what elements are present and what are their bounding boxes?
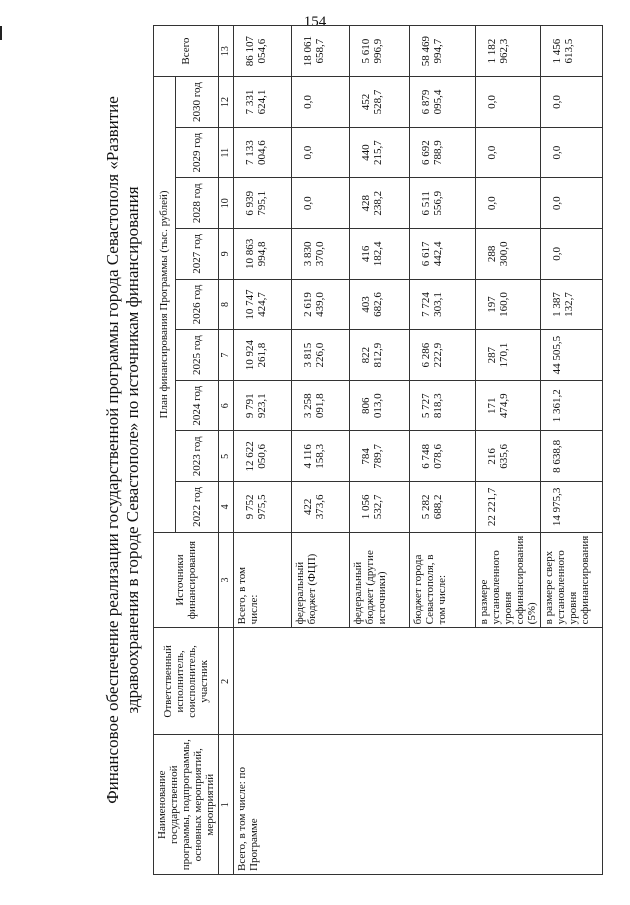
value-cell: 86 107 054,6 — [234, 26, 292, 77]
financing-table — [153, 25, 603, 875]
value-cell: 288 300,0 — [476, 229, 541, 280]
header-executor: Ответственный исполнитель, соисполнитель, участник — [154, 628, 219, 735]
header-year: 2024 год — [175, 380, 218, 431]
value-cell: 403 682,6 — [350, 279, 410, 330]
value-cell: 10 747 424,7 — [234, 279, 292, 330]
value-cell: 0,0 — [476, 77, 541, 128]
value-cell: 1 182 962,3 — [476, 26, 541, 77]
value-cell: 6 879 095,4 — [410, 77, 476, 128]
value-cell: 7 331 624,1 — [234, 77, 292, 128]
financing-table-wrapper — [153, 25, 603, 875]
value-cell: 0,0 — [541, 229, 603, 280]
value-cell: 1 056 532,7 — [350, 482, 410, 533]
value-cell: 4 116 158,3 — [292, 431, 350, 482]
column-index: 7 — [219, 330, 234, 381]
source-cell: бюджет города Севастополя, в том числе: — [410, 532, 476, 628]
value-cell: 1 361,2 — [541, 380, 603, 431]
value-cell: 44 505,5 — [541, 330, 603, 381]
column-index: 9 — [219, 229, 234, 280]
column-index: 4 — [219, 482, 234, 533]
page-number: 154 — [303, 14, 327, 30]
value-cell: 6 748 078,6 — [410, 431, 476, 482]
rotated-landscape-content — [95, 25, 630, 875]
value-cell: 10 924 261,8 — [234, 330, 292, 381]
executor-cell — [234, 628, 603, 735]
value-cell: 58 469 994,7 — [410, 26, 476, 77]
source-cell: в размере сверх установленного уровня софинансирования — [541, 532, 603, 628]
header-year: 2029 год — [175, 127, 218, 178]
value-cell: 0,0 — [541, 127, 603, 178]
document-title: Финансовое обеспечение реализации государственной программы города Севастополя «Развитие здравоохранения в городе Севастополе» по источникам финансирования — [103, 96, 142, 804]
value-cell: 12 622 050,6 — [234, 431, 292, 482]
header-total: Всего — [154, 26, 219, 77]
column-index: 5 — [219, 431, 234, 482]
source-cell: в размере установленного уровня софинансирования (5%) — [476, 532, 541, 628]
header-year: 2022 год — [175, 482, 218, 533]
value-cell: 440 215,7 — [350, 127, 410, 178]
column-index: 2 — [219, 628, 234, 735]
header-source: Источники финансирования — [154, 532, 219, 628]
value-cell: 287 170,1 — [476, 330, 541, 381]
value-cell: 171 474,9 — [476, 380, 541, 431]
value-cell: 14 975,3 — [541, 482, 603, 533]
value-cell: 3 830 370,0 — [292, 229, 350, 280]
value-cell: 5 610 996,9 — [350, 26, 410, 77]
value-cell: 422 373,6 — [292, 482, 350, 533]
value-cell: 0,0 — [292, 77, 350, 128]
value-cell: 822 812,9 — [350, 330, 410, 381]
header-year: 2027 год — [175, 229, 218, 280]
value-cell: 0,0 — [292, 178, 350, 229]
column-index: 13 — [219, 26, 234, 77]
value-cell: 452 528,7 — [350, 77, 410, 128]
value-cell: 22 221,7 — [476, 482, 541, 533]
header-plan: План финансирования Программы (тыс. рублей) — [154, 77, 176, 532]
value-cell: 416 182,4 — [350, 229, 410, 280]
value-cell: 0,0 — [541, 77, 603, 128]
value-cell: 2 619 439,0 — [292, 279, 350, 330]
value-cell: 1 387 132,7 — [541, 279, 603, 330]
value-cell: 428 238,2 — [350, 178, 410, 229]
source-cell: Всего, в том числе: — [234, 532, 292, 628]
value-cell: 806 013,0 — [350, 380, 410, 431]
column-index: 3 — [219, 532, 234, 628]
value-cell: 9 752 975,5 — [234, 482, 292, 533]
header-year: 2028 год — [175, 178, 218, 229]
value-cell: 0,0 — [476, 127, 541, 178]
value-cell: 5 282 688,2 — [410, 482, 476, 533]
value-cell: 9 791 923,1 — [234, 380, 292, 431]
value-cell: 216 635,6 — [476, 431, 541, 482]
value-cell: 0,0 — [476, 178, 541, 229]
value-cell: 3 258 091,8 — [292, 380, 350, 431]
source-cell: федеральный бюджет (ФЦП) — [292, 532, 350, 628]
value-cell: 10 863 994,8 — [234, 229, 292, 280]
column-index: 1 — [219, 735, 234, 875]
value-cell: 8 638,8 — [541, 431, 603, 482]
table-row — [234, 26, 292, 875]
value-cell: 6 511 556,9 — [410, 178, 476, 229]
value-cell: 5 727 818,3 — [410, 380, 476, 431]
header-year: 2026 год — [175, 279, 218, 330]
value-cell: 7 724 303,1 — [410, 279, 476, 330]
source-cell: федеральный бюджет (другие источники) — [350, 532, 410, 628]
column-index: 10 — [219, 178, 234, 229]
header-year: 2025 год — [175, 330, 218, 381]
value-cell: 6 617 442,4 — [410, 229, 476, 280]
column-index: 8 — [219, 279, 234, 330]
header-year: 2030 год — [175, 77, 218, 128]
header-program: Наименование государственной программы, подпрограммы, основных мероприятий, мероприятий — [154, 735, 219, 875]
value-cell: 6 286 222,9 — [410, 330, 476, 381]
value-cell: 0,0 — [292, 127, 350, 178]
column-index: 11 — [219, 127, 234, 178]
value-cell: 3 815 226,0 — [292, 330, 350, 381]
value-cell: 7 133 004,6 — [234, 127, 292, 178]
page-edge-mark — [0, 26, 2, 40]
column-index: 12 — [219, 77, 234, 128]
program-name-cell: Всего, в том числе: по Программе — [234, 735, 603, 875]
value-cell: 1 456 613,5 — [541, 26, 603, 77]
value-cell: 6 939 795,1 — [234, 178, 292, 229]
value-cell: 197 160,0 — [476, 279, 541, 330]
value-cell: 0,0 — [541, 178, 603, 229]
value-cell: 6 692 788,9 — [410, 127, 476, 178]
column-index: 6 — [219, 380, 234, 431]
header-year: 2023 год — [175, 431, 218, 482]
value-cell: 18 061 658,7 — [292, 26, 350, 77]
value-cell: 784 789,7 — [350, 431, 410, 482]
